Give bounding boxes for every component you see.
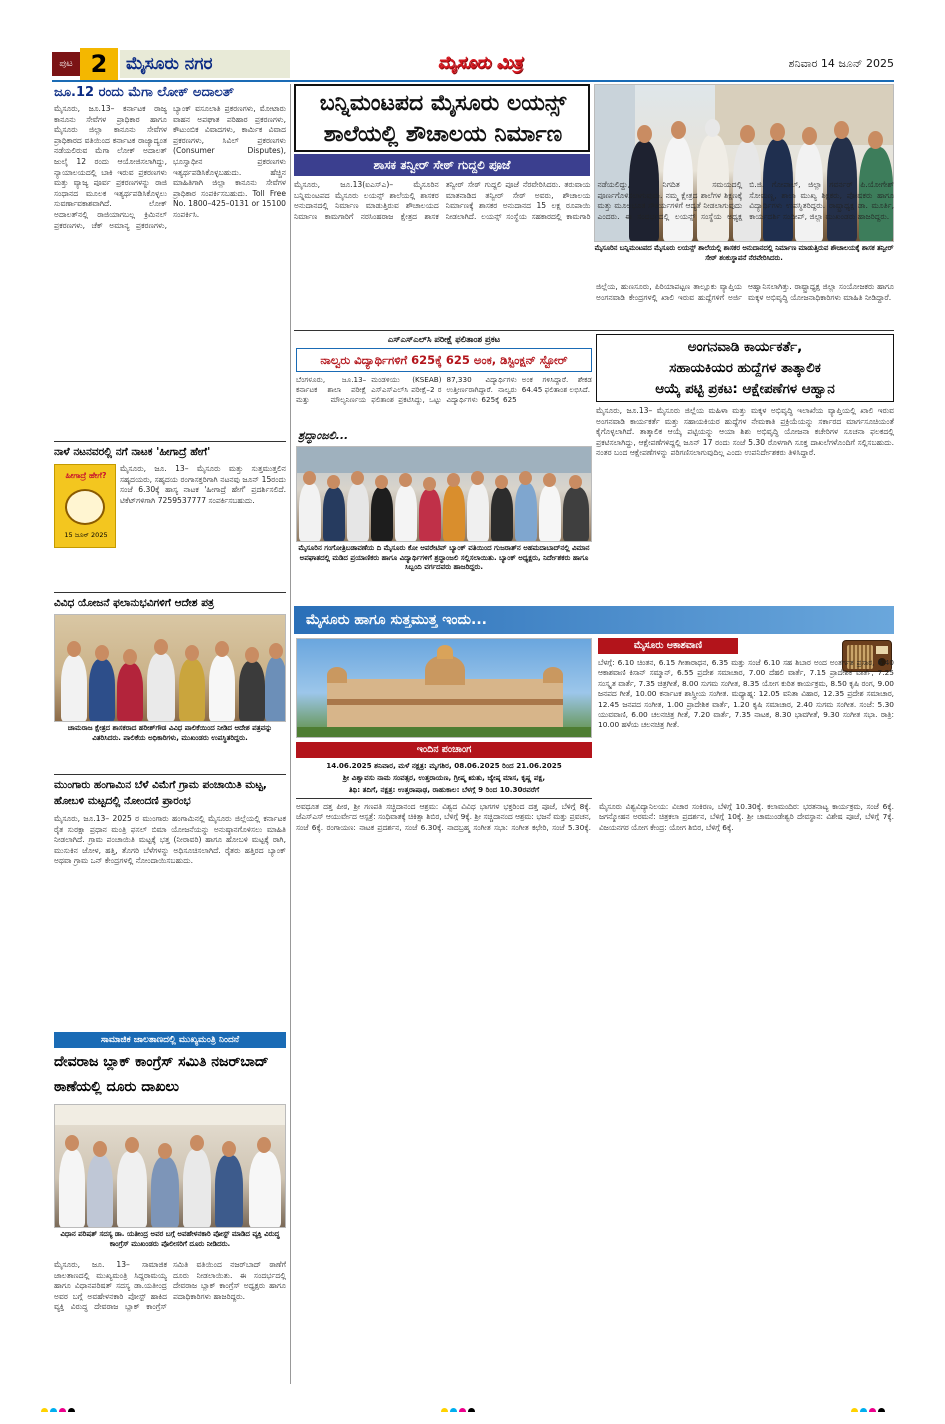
anganwadi-body: ಮೈಸೂರು, ಜೂ.13– ಮೈಸೂರು ಜಿಲ್ಲೆಯ ಮಹಿಳಾ ಮತ್ತು ಮಕ್ಕಳ ಅಭಿವೃದ್ಧಿ ಇಲಾಖೆಯ ವ್ಯಾಪ್ತಿಯಲ್ಲಿ ಖಾಲಿ ಇರುವ ಅಂಗನವಾಡಿ ಕಾರ್ಯಕರ್ತೆ ಮತ್ತು ಸಹಾಯಕಿಯರ ಹುದ್ದೆಗಳ ನೇಮಕಾತಿ ಪ್ರಕ್ರಿಯೆಯನ್ನು ಸರ್ಕಾರದ ಮಾರ್ಗಸೂಚಿಯಂತೆ ಕೈಗೊಳ್ಳಲಾಗಿದೆ. ತಾತ್ಕಾಲಿಕ ಆಯ್ಕೆ ಪಟ್ಟಿಯನ್ನು ಆಯಾ ಶಿಶು ಅಭಿವೃದ್ಧಿ ಯೋಜನಾ ಕಚೇರಿಗಳ ಸೂಚನಾ ಫಲಕದಲ್ಲಿ ಪ್ರಕಟಿಸಲಾಗಿದ್ದು, ಆಕ್ಷೇಪಣೆಗಳಿದ್ದಲ್ಲಿ ಜೂನ್ 17 ರಂದು ಸಂಜೆ 5.30 ರೊಳಗಾಗಿ ಸೂಕ್ತ ದಾಖಲೆಗಳೊಂದಿಗೆ ಸಲ್ಲಿಸಬಹುದು. ನಂತರ ಬಂದ ಆಕ್ಷೇಪಣೆಗಳನ್ನು ಪರಿಗಣಿಸಲಾಗುವುದಿಲ್ಲ ಎಂದು ಉಪನಿರ್ದೇಶಕರು ತಿಳಿಸಿದ್ದಾರೆ. <box>596 406 894 458</box>
beneficiaries-photo <box>54 614 286 722</box>
panchanga-line-2: ಶ್ರೀ ವಿಶ್ವಾವಸು ನಾಮ ಸಂವತ್ಸರ, ಉತ್ತರಾಯಣ, ಗ್ರೀಷ್ಮ ಋತು, ಜ್ಯೇಷ್ಠ ಮಾಸ, ಕೃಷ್ಣ ಪಕ್ಷ, <box>342 773 546 782</box>
body-drama: ಮೈಸೂರು, ಜೂ. 13– ಮೈಸೂರು ಮತ್ತು ಸುತ್ತಮುತ್ತಲಿನ ಸಹೃದಯರು, ಸಹೃದಯ ರಂಗಾಸಕ್ತರಿಗಾಗಿ ನಟನವು ಜೂನ್ 15ರಂದು ಸಂಜೆ 6.30ಕ್ಕೆ ಹಾಸ್ಯ ನಾಟಕ 'ಹೀಗಾದ್ರೆ ಹೇಗೆ' ಪ್ರದರ್ಶಿಸಲಿದೆ. ಟಿಕೆಟ್‌ಗಳಿಗಾಗಿ 7259537777 ಸಂಪರ್ಕಿಸಬಹುದು. <box>120 464 286 505</box>
kicker-social-media: ಸಾಮಾಜಿಕ ಜಾಲತಾಣದಲ್ಲಿ ಮುಖ್ಯಮಂತ್ರಿ ನಿಂದನೆ <box>54 1032 286 1048</box>
poster-date: 15 ಜೂನ್ 2025 <box>64 531 108 539</box>
complaint-photo <box>54 1104 286 1228</box>
body-complaint: ಮೈಸೂರು, ಜೂ. 13– ಸಾಮಾಜಿಕ ಜಾಲತಾಣದಲ್ಲಿ ಮುಖ್ಯಮಂತ್ರಿ ಸಿದ್ದರಾಮಯ್ಯ ಹಾಗೂ ವಿಧಾನಪರಿಷತ್ ಸದಸ್ಯ ಡಾ.ಯತೀಂದ್ರ ಅವರ ಬಗ್ಗೆ ಅವಹೇಳನಕಾರಿ ಪೋಸ್ಟ್ ಹಾಕಿದ ವ್ಯಕ್ತಿ ವಿರುದ್ಧ ದೇವರಾಜ ಬ್ಲಾಕ್ ಕಾಂಗ್ರೆಸ್ ಸಮಿತಿ ವತಿಯಿಂದ ನಜರ್‌ಬಾದ್ ಠಾಣೆಗೆ ದೂರು ನೀಡಲಾಯಿತು. ಈ ಸಂದರ್ಭದಲ್ಲಿ ದೇವರಾಜ ಬ್ಲಾಕ್ ಕಾಂಗ್ರೆಸ್ ಅಧ್ಯಕ್ಷರು ಹಾಗೂ ಪದಾಧಿಕಾರಿಗಳು ಹಾಜರಿದ್ದರು. <box>54 1260 286 1312</box>
registration-dots-left <box>40 1400 100 1412</box>
cmyk-dot-icon <box>860 1408 867 1412</box>
anganwadi-headline-2: ಸಹಾಯಕಿಯರ ಹುದ್ದೆಗಳ ತಾತ್ಕಾಲಿಕ <box>669 360 821 376</box>
palace-photo <box>296 638 592 738</box>
anganwadi-headline-3: ಆಯ್ಕೆ ಪಟ್ಟಿ ಪ್ರಕಟ: ಆಕ್ಷೇಪಣೆಗಳ ಆಹ್ವಾನ <box>655 381 835 397</box>
headline-drama: ನಾಳೆ ನಟನವರಲ್ಲಿ ನಗೆ ನಾಟಕ 'ಹೀಗಾದ್ರೆ ಹೇಗೆ' <box>54 446 211 458</box>
divider <box>294 330 894 331</box>
complaint-caption: ವಿಧಾನ ಪರಿಷತ್ ಸದಸ್ಯ ಡಾ. ಯತೀಂದ್ರ ಅವರ ಬಗ್ಗೆ ಅವಹೇಳನಕಾರಿ ಪೋಸ್ಟ್ ಮಾಡಿದ ವ್ಯಕ್ತಿ ವಿರುದ್ಧ ಕಾಂಗ್ರೆಸ್ ಮುಖಂಡರು ಪೊಲೀಸರಿಗೆ ದೂರು ನೀಡಿದರು. <box>60 1230 280 1248</box>
cmyk-dot-icon <box>50 1408 57 1412</box>
lead-body: ಮೈಸೂರು, ಜೂ.13(ಐಎಸ್‌ಎ)– ಮೈಸೂರಿನ ಬನ್ನಿಮಂಟಪದ ಮೈಸೂರು ಲಯನ್ಸ್ ಶಾಲೆಯಲ್ಲಿ ಶಾಸಕರ ಅನುದಾನದಲ್ಲಿ ನಿರ್ಮಾಣ ಮಾಡುತ್ತಿರುವ ಶೌಚಾಲಯದ ನಿರ್ಮಾಣ ಕಾಮಗಾರಿಗೆ ನರಸಿಂಹರಾಜ ಕ್ಷೇತ್ರದ ಶಾಸಕ ತನ್ವೀರ್ ಸೇಠ್ ಗುದ್ದಲಿ ಪೂಜೆ ನೆರವೇರಿಸಿದರು. ತರುವಾಯ ಮಾತನಾಡಿದ ತನ್ವೀರ್ ಸೇಠ್ ಅವರು, ಶೌಚಾಲಯ ನಿರ್ಮಾಣಕ್ಕೆ ಶಾಸಕರ ಅನುದಾನದ 15 ಲಕ್ಷ ರೂಪಾಯಿ ನೀಡಲಾಗಿದೆ. ಲಯನ್ಸ್ ಸಂಸ್ಥೆಯ ಸಹಕಾರದಲ್ಲಿ ಕಾಮಗಾರಿ ನಡೆಯಲಿದ್ದು, ನಿಗದಿತ ಸಮಯದಲ್ಲಿ ಪೂರ್ಣಗೊಳಿಸಲಾಗುವುದು. ನಮ್ಮ ಕ್ಷೇತ್ರದ ಶಾಲೆಗಳ ಶಿಕ್ಷಣಕ್ಕೆ ಮತ್ತು ಮೂಲಭೂತ ಸೌಕರ್ಯಗಳಿಗೆ ಆದ್ಯತೆ ನೀಡಲಾಗುವುದು ಎಂದರು. ಈ ಸಂದರ್ಭದಲ್ಲಿ ಲಯನ್ಸ್ ಸಂಸ್ಥೆಯ ಅಧ್ಯಕ್ಷ ಬಿ.ಜಿ. ಗೋಪಾಲ್, ಜಿಲ್ಲಾ ಗವರ್ನರ್ ಪಿ.ಯೋಗೇಶ್ ಸೋಮಣ್ಣ, ಶಾಲಾ ಮುಖ್ಯ ಶಿಕ್ಷಕರು, ಪೋಷಕರು ಹಾಗೂ ವಿದ್ಯಾರ್ಥಿಗಳು ಉಪಸ್ಥಿತರಿದ್ದರು. ರಾಷ್ಟ್ರಾಧ್ಯಕ್ಷ ಡಾ. ಮೂರ್ತಿ, ಕಾರ್ಯದರ್ಶಿ ಸಂದೀಪ್, ಜಿಲ್ಲಾ ಮುಖಂಡರು ಹಾಜರಿದ್ದರು. <box>294 180 894 221</box>
sslc-kicker: ಎಸ್‌ಎಸ್‌ಎಲ್‌ಸಿ ಪರೀಕ್ಷೆ ಫಲಿತಾಂಶ ಪ್ರಕಟ <box>387 335 501 345</box>
headline-lok-adalat: ಜೂ.12 ರಂದು ಮೆಗಾ ಲೋಕ್ ಅದಾಲತ್ <box>54 85 234 100</box>
cmyk-dot-icon <box>468 1408 475 1412</box>
lead-subhead: ಶಾಸಕ ತನ್ವೀರ್ ಸೇಠ್ ಗುದ್ದಲಿ ಪೂಜೆ <box>294 154 590 176</box>
cmyk-dot-icon <box>869 1408 876 1412</box>
divider <box>296 798 592 799</box>
events-listing: ಅವಧೂತ ದತ್ತ ಪೀಠ, ಶ್ರೀ ಗಣಪತಿ ಸಚ್ಚಿದಾನಂದ ಆಶ್ರಮ: ವಿಶ್ವದ ವಿವಿಧ ಭಾಗಗಳ ಭಕ್ತರಿಂದ ದತ್ತ ಪೂಜೆ, ಬೆಳಿಗ್ಗೆ 8ಕ್ಕೆ. ಜೆಎಸ್‌ಎಸ್ ಆಯುರ್ವೇದ ಆಸ್ಪತ್ರೆ: ಸಂಧಿವಾತಕ್ಕೆ ಚಿಕಿತ್ಸಾ ಶಿಬಿರ, ಬೆಳಿಗ್ಗೆ 9ಕ್ಕೆ. ಶ್ರೀ ಸಚ್ಚಿದಾನಂದ ಆಶ್ರಮ: ಭಜನೆ ಮತ್ತು ಪ್ರವಚನ, ಸಂಜೆ 6ಕ್ಕೆ. ರಂಗಾಯಣ: ನಾಟಕ ಪ್ರದರ್ಶನ, ಸಂಜೆ 6.30ಕ್ಕೆ. ನಾದಬ್ರಹ್ಮ ಸಂಗೀತ ಸಭಾ: ಸಂಗೀತ ಕಛೇರಿ, ಸಂಜೆ 5.30ಕ್ಕೆ. ಮೈಸೂರು ವಿಶ್ವವಿದ್ಯಾನಿಲಯ: ವಿಚಾರ ಸಂಕಿರಣ, ಬೆಳಿಗ್ಗೆ 10.30ಕ್ಕೆ. ಕಲಾಮಂದಿರ: ಭರತನಾಟ್ಯ ಕಾರ್ಯಕ್ರಮ, ಸಂಜೆ 6ಕ್ಕೆ. ಜಗನ್ಮೋಹನ ಅರಮನೆ: ಚಿತ್ರಕಲಾ ಪ್ರದರ್ಶನ, ಬೆಳಿಗ್ಗೆ 10ಕ್ಕೆ. ಶ್ರೀ ಚಾಮುಂಡೇಶ್ವರಿ ದೇವಸ್ಥಾನ: ವಿಶೇಷ ಪೂಜೆ, ಬೆಳಿಗ್ಗೆ 7ಕ್ಕೆ. ವಿಜಯನಗರ ಯೋಗ ಕೇಂದ್ರ: ಯೋಗ ಶಿಬಿರ, ಬೆಳಿಗ್ಗೆ 6ಕ್ಕೆ. <box>296 802 894 832</box>
beneficiaries-caption: ಚಾಮರಾಜ ಕ್ಷೇತ್ರದ ಶಾಸಕರಾದ ಹರೀಶ್‌ಗೌಡ ವಿವಿಧ ಪಾಲಿಕೆಯಿಂದ ನೀಡಿದ ಆದೇಶ ಪತ್ರವನ್ನು ವಿತರಿಸಿದರು. ಪಾಲಿಕೆಯ ಅಧಿಕಾರಿಗಳು, ಮುಖಂಡರು ಉಪಸ್ಥಿತರಿದ್ದರು. <box>67 724 273 742</box>
cmyk-dot-icon <box>441 1408 448 1412</box>
panchanga-line-1: 14.06.2025 ಶನಿವಾರ, ಮಳೆ ನಕ್ಷತ್ರ: ಮೃಗಶಿರ, 08.06.2025 ರಿಂದ 21.06.2025 <box>326 761 562 770</box>
anganwadi-headline-1: ಅಂಗನವಾಡಿ ಕಾರ್ಯಕರ್ತೆ, <box>687 339 803 355</box>
body-crop-insurance: ಮೈಸೂರು, ಜೂ.13– 2025 ರ ಮುಂಗಾರು ಹಂಗಾಮಿನಲ್ಲಿ ಮೈಸೂರು ಜಿಲ್ಲೆಯಲ್ಲಿ ಕರ್ನಾಟಕ ರೈತ ಸುರಕ್ಷಾ ಪ್ರಧಾನ ಮಂತ್ರಿ ಫಸಲ್ ಬಿಮಾ ಯೋಜನೆಯನ್ನು ಅನುಷ್ಠಾನಗೊಳಿಸಲು ಮಾಹಿತಿ ನೀಡಲಾಗಿದೆ. ಗ್ರಾಮ ಪಂಚಾಯಿತಿ ಮಟ್ಟಕ್ಕೆ ಭತ್ತ (ನೀರಾವರಿ) ಹಾಗೂ ಹೋಬಳಿ ಮಟ್ಟಕ್ಕೆ ರಾಗಿ, ಮುಸುಕಿನ ಜೋಳ, ಹತ್ತಿ, ತೊಗರಿ ಬೆಳೆಗಳನ್ನು ಅಧಿಸೂಚಿಸಲಾಗಿದೆ. ರೈತರು ಹತ್ತಿರದ ಬ್ಯಾಂಕ್ ಅಥವಾ ಗ್ರಾಮ ಒನ್ ಕೇಂದ್ರಗಳಲ್ಲಿ ನೋಂದಾಯಿಸಬಹುದು. <box>54 814 286 866</box>
tribute-caption: ಮೈಸೂರಿನ ಗಂಗೋತ್ರಿಬಡಾವಣೆಯ ದಿ ಮೈಸೂರು ಕೋ ಆಪರೇಟಿವ್ ಬ್ಯಾಂಕ್ ವತಿಯಿಂದ ಗುಜರಾತ್‌ನ ಅಹಮದಾಬಾದ್‌ನಲ್ಲಿ ವಿಮಾನ ಅಪಘಾತದಲ್ಲಿ ಮಡಿದ ಪ್ರಯಾಣಿಕರು ಹಾಗೂ ವಿದ್ಯಾರ್ಥಿಗಳಿಗೆ ಶ್ರದ್ಧಾಂಜಲಿ ಸಲ್ಲಿಸಲಾಯಿತು. ಬ್ಯಾಂಕ್ ಅಧ್ಯಕ್ಷರು, ನಿರ್ದೇಶಕರು ಹಾಗೂ ಸಿಬ್ಬಂದಿ ವರ್ಗದವರು ಹಾಜರಿದ್ದರು. <box>298 544 590 572</box>
registration-dots-center <box>440 1400 500 1412</box>
masthead-rule <box>52 80 894 82</box>
section-title: ಮೈಸೂರು ನಗರ <box>120 50 290 78</box>
cmyk-dot-icon <box>851 1408 858 1412</box>
lead-headline: ಬನ್ನಿಮಂಟಪದ ಮೈಸೂರು ಲಯನ್ಸ್ ಶಾಲೆಯಲ್ಲಿ ಶೌಚಾಲಯ ನಿರ್ಮಾಣ <box>319 91 567 147</box>
cmyk-dot-icon <box>450 1408 457 1412</box>
column-divider <box>290 84 291 1384</box>
cmyk-dot-icon <box>68 1408 75 1412</box>
sslc-headline: ನಾಲ್ವರು ವಿದ್ಯಾರ್ಥಿಗಳಿಗೆ 625ಕ್ಕೆ 625 ಅಂಕ, ಡಿಸ್ಟಿಂಕ್ಷನ್ ಸ್ಟೋರ್ <box>320 353 568 367</box>
page-number: 2 <box>80 48 118 80</box>
masthead-logo: ಮೈಸೂರು ಮಿತ್ರ <box>437 53 523 73</box>
lead-headline-box <box>294 84 590 152</box>
issue-date: ಶನಿವಾರ 14 ಜೂನ್ 2025 <box>788 57 894 70</box>
radio-title: ಮೈಸೂರು ಆಕಾಶವಾಣಿ <box>598 638 738 654</box>
anganwadi-body-top: ಜಿಲ್ಲೆಯ, ಹುಣಸೂರು, ಪಿರಿಯಾಪಟ್ಟಣ ತಾಲ್ಲೂಕು ವ್ಯಾಪ್ತಿಯ ಅಂಗನವಾಡಿ ಕೇಂದ್ರಗಳಲ್ಲಿ ಖಾಲಿ ಇರುವ ಹುದ್ದೆಗಳಿಗೆ ಅರ್ಜಿ ಆಹ್ವಾನಿಸಲಾಗಿತ್ತು. ರಾಷ್ಟ್ರಾಧ್ಯಕ್ಷ ಜಿಲ್ಲಾ ಸಂಯೋಜಕರು ಹಾಗೂ ಮಕ್ಕಳ ಅಭಿವೃದ್ಧಿ ಯೋಜನಾಧಿಕಾರಿಗಳು ಮಾಹಿತಿ ನೀಡಿದ್ದಾರೆ. <box>596 282 894 302</box>
tribute-kicker: ಶ್ರದ್ಧಾಂಜಲಿ... <box>298 429 349 442</box>
cmyk-dot-icon <box>459 1408 466 1412</box>
drama-poster <box>54 464 116 548</box>
today-banner: ಮೈಸೂರು ಹಾಗೂ ಸುತ್ತಮುತ್ತ ಇಂದು... <box>294 606 894 634</box>
divider <box>54 592 286 593</box>
divider <box>54 774 286 775</box>
poster-title: ಹೀಗಾದ್ರೆ ಹೇಗೆ? <box>65 471 107 480</box>
registration-dots-right <box>850 1400 910 1412</box>
lead-photo-caption: ಮೈಸೂರಿನ ಬನ್ನಿಮಂಟಪದ ಮೈಸೂರು ಲಯನ್ಸ್ ಶಾಲೆಯಲ್ಲಿ ಶಾಸಕರ ಅನುದಾನದಲ್ಲಿ ನಿರ್ಮಾಣ ಮಾಡುತ್ತಿರುವ ಶೌಚಾಲಯಕ್ಕೆ ಶಾಸಕ ತನ್ವೀರ್ ಸೇಠ್ ಶಂಕುಸ್ಥಾಪನೆ ನೆರವೇರಿಸಿದರು. <box>594 244 894 262</box>
sslc-headline-box <box>296 348 592 372</box>
tribute-photo <box>296 446 592 542</box>
panchanga-title: ಇಂದಿನ ಪಂಚಾಂಗ <box>296 742 592 758</box>
body-lok-adalat: ಮೈಸೂರು, ಜೂ.13– ಕರ್ನಾಟಕ ರಾಜ್ಯ ಕಾನೂನು ಸೇವೆಗಳ ಪ್ರಾಧಿಕಾರ ಹಾಗೂ ಮೈಸೂರು ಜಿಲ್ಲಾ ಕಾನೂನು ಸೇವೆಗಳ ಪ್ರಾಧಿಕಾರದ ವತಿಯಿಂದ ಕರ್ನಾಟಕ ರಾಜ್ಯಾದ್ಯಂತ ನಡೆಯಲಿರುವ ಮೆಗಾ ಲೋಕ್ ಅದಾಲತ್ ಜುಲೈ 12 ರಂದು ಆಯೋಜಿಸಲಾಗಿದ್ದು, ನ್ಯಾಯಾಲಯದಲ್ಲಿ ಬಾಕಿ ಇರುವ ಪ್ರಕರಣಗಳು ಮತ್ತು ವ್ಯಾಜ್ಯ ಪೂರ್ವ ಪ್ರಕರಣಗಳನ್ನು ರಾಜಿ ಸಂಧಾನದ ಮೂಲಕ ಇತ್ಯರ್ಥಪಡಿಸಿಕೊಳ್ಳಲು ಸುವರ್ಣಾವಕಾಶವಾಗಿದೆ. ಲೋಕ್ ಅದಾಲತ್‌ನಲ್ಲಿ ರಾಜಿಯಾಗಬಲ್ಲ ಕ್ರಿಮಿನಲ್ ಪ್ರಕರಣಗಳು, ಚೆಕ್ ಅಮಾನ್ಯ ಪ್ರಕರಣಗಳು, ಬ್ಯಾಂಕ್ ವಸೂಲಾತಿ ಪ್ರಕರಣಗಳು, ಮೋಟಾರು ವಾಹನ ಅಪಘಾತ ಪರಿಹಾರ ಪ್ರಕರಣಗಳು, ಕೌಟುಂಬಿಕ ವಿವಾದಗಳು, ಕಾರ್ಮಿಕ ವಿವಾದ ಪ್ರಕರಣಗಳು, ಸಿವಿಲ್ ಪ್ರಕರಣಗಳು (Consumer Disputes), ಭೂಸ್ವಾಧೀನ ಪ್ರಕರಣಗಳು ಇತ್ಯರ್ಥಪಡಿಸಿಕೊಳ್ಳಬಹುದು. ಹೆಚ್ಚಿನ ಮಾಹಿತಿಗಾಗಿ ಜಿಲ್ಲಾ ಕಾನೂನು ಸೇವೆಗಳ ಪ್ರಾಧಿಕಾರ ಸಂಪರ್ಕಿಸಬಹುದು. Toll Free No. 1800–425–0131 or 15100 ಸಂಪರ್ಕಿಸಿ. <box>54 104 286 230</box>
cmyk-dot-icon <box>878 1408 885 1412</box>
radio-schedule: ಬೆಳಗ್ಗೆ: 6.10 ಚಿಂತನ, 6.15 ಗೀತಾರಾಧನ, 6.35 ಮತ್ತು ಸಂಜೆ 6.10 ಸಹ ಶಿಬಾರ ಅಂದ ಅಂತರ್ಗತ ಪ್ರಸಾರ, 6.40 ಆಕಾಶವಾಣಿ ಕಿಸಾನ್ ಸಮ್ಮಾನ್, 6.55 ಪ್ರದೇಶ ಸಮಾಚಾರ, 7.00 ದೆಹಲಿ ವಾರ್ತೆ, 7.15 ಪ್ರಾದೇಶಿಕ ವಾರ್ತೆ, 7.25 ಸಂಸ್ಕೃತ ವಾರ್ತೆ, 7.35 ಚಿತ್ರಗೀತೆ, 8.00 ಸುಗಮ ಸಂಗೀತ, 8.35 ಯೋಗ ಕುರಿತ ಕಾರ್ಯಕ್ರಮ, 8.50 ಕೃಷಿ ರಂಗ, 9.00 ಜನಪದ ಗೀತೆ, 10.00 ಕರ್ನಾಟಕ ಶಾಸ್ತ್ರೀಯ ಸಂಗೀತ. ಮಧ್ಯಾಹ್ನ: 12.05 ವನಿತಾ ವಿಹಾರ, 12.35 ಪ್ರದೇಶ ಸಮಾಚಾರ, 12.45 ಜನಪದ ಸಂಗೀತ, 1.00 ಪ್ರಾದೇಶಿಕ ವಾರ್ತೆ, 1.20 ಕೃಷಿ ಸಮಾಚಾರ, 2.40 ಸುಗಮ ಸಂಗೀತ. ಸಂಜೆ: 5.30 ಯುವವಾಣಿ, 6.00 ಚಲನಚಿತ್ರ ಗೀತೆ, 7.20 ವಾರ್ತೆ, 7.35 ನಾಟಕ, 8.30 ಭಾವಗೀತೆ, 9.30 ಸಂಗೀತ ಸಭಾ. ರಾತ್ರಿ: 10.00 ಹಳೆಯ ಚಲನಚಿತ್ರ ಗೀತೆ. <box>598 658 894 730</box>
page-label: ಪುಟ <box>52 52 80 76</box>
headline-complaint: ದೇವರಾಜ ಬ್ಲಾಕ್ ಕಾಂಗ್ರೆಸ್ ಸಮಿತಿ ನಜರ್‌ಬಾದ್ ಠಾಣೆಯಲ್ಲಿ ದೂರು ದಾಖಲು <box>54 1054 269 1095</box>
headline-beneficiaries: ವಿವಿಧ ಯೋಜನೆ ಫಲಾನುಭವಿಗಳಿಗೆ ಆದೇಶ ಪತ್ರ <box>54 597 214 609</box>
divider <box>54 441 286 442</box>
panchanga-line-3: ತಿಥಿ: ತದಿಗೆ, ನಕ್ಷತ್ರ: ಉತ್ತರಾಷಾಢ, ರಾಹುಕಾಲ: ಬೆಳಗ್ಗೆ 9 ರಿಂದ 10.30ರವರೆಗೆ <box>348 785 540 794</box>
anganwadi-headline-box <box>596 334 894 402</box>
poster-face-icon <box>65 489 105 525</box>
cmyk-dot-icon <box>59 1408 66 1412</box>
cmyk-dot-icon <box>41 1408 48 1412</box>
sslc-body: ಬೆಂಗಳೂರು, ಜೂ.13– ಕರ್ನಾಟಕ ಶಾಲಾ ಪರೀಕ್ಷೆ ಮತ್ತು ಮೌಲ್ಯನಿರ್ಣಯ ಮಂಡಳಿಯು (KSEAB) ಎಸ್‌ಎಸ್‌ಎಲ್‌ಸಿ ಪರೀಕ್ಷೆ–2 ರ ಫಲಿತಾಂಶ ಪ್ರಕಟಿಸಿದ್ದು, ಒಟ್ಟು 87,330 ವಿದ್ಯಾರ್ಥಿಗಳು ಉತ್ತೀರ್ಣರಾಗಿದ್ದಾರೆ. ನಾಲ್ವರು ವಿದ್ಯಾರ್ಥಿಗಳು 625ಕ್ಕೆ 625 ಅಂಕ ಗಳಿಸಿದ್ದಾರೆ. ಶೇಕಡ 64.45 ಫಲಿತಾಂಶ ಲಭಿಸಿದೆ. <box>296 375 592 404</box>
headline-crop-insurance: ಮುಂಗಾರು ಹಂಗಾಮಿನ ಬೆಳೆ ವಿಮೆಗೆ ಗ್ರಾಮ ಪಂಚಾಯಿತಿ ಮಟ್ಟ, ಹೋಬಳಿ ಮಟ್ಟದಲ್ಲಿ ನೋಂದಣಿ ಪ್ರಾರಂಭ <box>54 779 267 807</box>
